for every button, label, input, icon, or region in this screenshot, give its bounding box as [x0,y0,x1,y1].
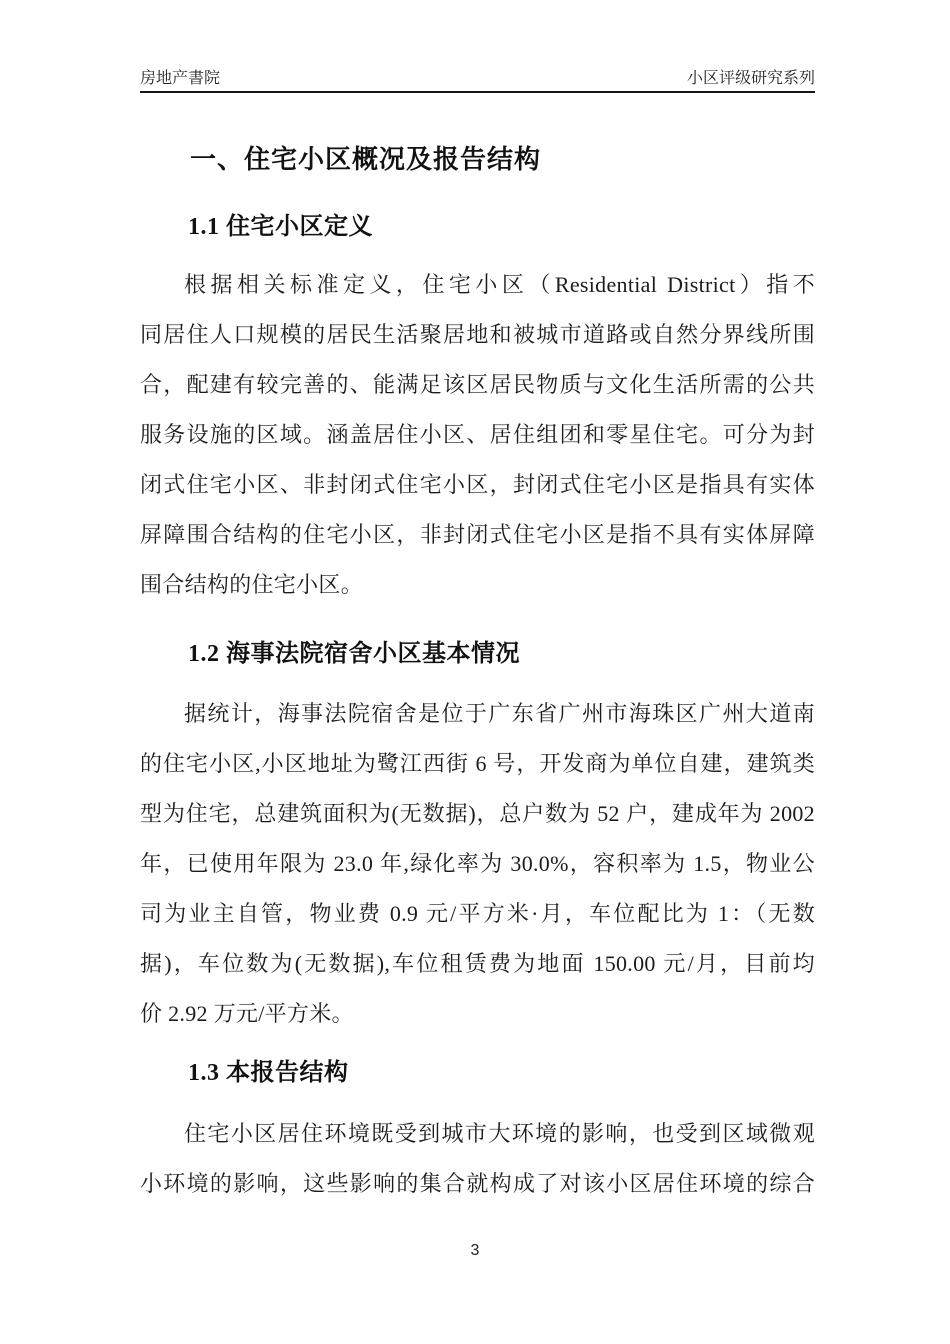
document-title: 一、住宅小区概况及报告结构 [190,145,542,174]
text-line: 价 2.92 万元/平方米。 [140,1001,354,1026]
text-line: 同居住人口规模的居民生活聚居地和被城市道路或自然分界线所围 [140,322,815,347]
text-line: 服务设施的区域。涵盖居住小区、居住组团和零星住宅。可分为封 [140,422,815,447]
section-heading-1-3: 1.3 本报告结构 [188,1060,349,1086]
text-line: 围合结构的住宅小区。 [140,572,364,597]
section-heading-1-2: 1.2 海事法院宿舍小区基本情况 [188,641,520,667]
paragraph-definition [140,260,815,610]
text-line: 住宅小区居住环境既受到城市大环境的影响，也受到区域微观 [184,1121,815,1146]
text-line: 闭式住宅小区、非封闭式住宅小区，封闭式住宅小区是指具有实体 [140,472,815,497]
text-line: 型为住宅，总建筑面积为(无数据)，总户数为 52 户，建成年为 2002 [140,801,815,826]
page-header [140,62,815,93]
text-line: 据统计，海事法院宿舍是位于广东省广州市海珠区广州大道南 [184,701,815,726]
paragraph-basic-info [140,689,815,1039]
text-line: 据)，车位数为(无数据),车位租赁费为地面 150.00 元/月，目前均 [140,951,815,976]
text-line: 屏障围合结构的住宅小区，非封闭式住宅小区是指不具有实体屏障 [140,522,815,547]
section-heading-1-1: 1.1 住宅小区定义 [188,214,373,240]
text-line: 合，配建有较完善的、能满足该区居民物质与文化生活所需的公共 [140,372,815,397]
paragraph-report-structure [140,1109,815,1209]
header-left-text: 房地产書院 [140,70,221,87]
page-number: 3 [470,1242,480,1259]
text-line: 年，已使用年限为 23.0 年,绿化率为 30.0%，容积率为 1.5，物业公 [140,851,815,876]
text-line: 司为业主自管，物业费 0.9 元/平方米·月，车位配比为 1：（无数 [140,901,815,926]
page-content [140,62,815,1209]
header-right-text: 小区评级研究系列 [686,70,815,87]
text-line: 的住宅小区,小区地址为鹭江西街 6 号，开发商为单位自建，建筑类 [140,751,815,776]
text-line: 根据相关标准定义，住宅小区（Residential District）指不 [184,272,815,297]
page-footer [0,1242,950,1260]
text-line: 小环境的影响，这些影响的集合就构成了对该小区居住环境的综合 [140,1171,815,1196]
